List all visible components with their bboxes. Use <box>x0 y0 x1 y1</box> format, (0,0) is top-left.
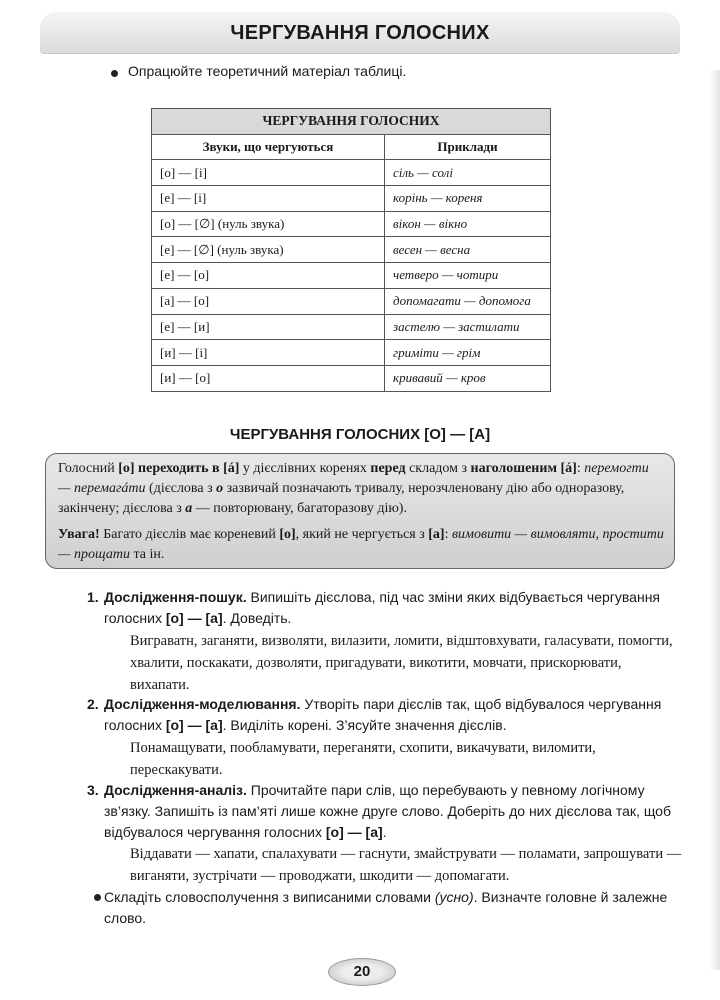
table-cell-sounds: [е] — [и] <box>152 314 385 340</box>
task-title: Дослідження-пошук. <box>104 589 247 605</box>
intro-instruction: Опрацюйте теоретичний матеріал таблиці. <box>128 63 407 79</box>
final-instruction: Складіть словосполучення з виписаними словами (усно). Визначте головне й залежне слово. <box>104 889 668 926</box>
table-cell-example: четверо — чотири <box>385 263 551 289</box>
table-row <box>152 288 551 314</box>
rule-paragraph: Голосний [о] переходить в [á] у дієслівних коренях перед складом з наголошеним [á]: перемогти — перемагáти (дієслова з о зазвичай позначають тривалу, нерозчленовану дію або одноразову, закінчену; дієслова з а — повторювану, багаторазову дію). <box>58 461 649 516</box>
table-cell-sounds: [о] — [і] <box>152 160 385 186</box>
bullet-icon <box>94 894 101 901</box>
table-cell-sounds: [о] — [∅] (нуль звука) <box>152 211 385 237</box>
table-cell-example: весен — весна <box>385 237 551 263</box>
table-row <box>152 186 551 212</box>
table-cell-example: корінь — кореня <box>385 186 551 212</box>
table-row <box>152 314 551 340</box>
task-number: 1. <box>87 589 99 605</box>
table-cell-example: кривавий — кров <box>385 365 551 391</box>
task-2-words: Понамащувати, пообламувати, переганяти, схопити, викачувати, виломити, перескакувати. <box>130 740 596 778</box>
table-cell-sounds: [е] — [∅] (нуль звука) <box>152 237 385 263</box>
table-header-examples: Приклади <box>385 134 551 160</box>
task-1-instruction: 1. Дослідження-пошук. Випишіть дієслова, під час зміни яких відбувається чергування голосних [о] — [а]. Доведіть. <box>87 589 661 626</box>
task-3-words: Віддавати — хапати, спалахувати — гаснути, змайструвати — поламати, запрошувати — виганяти, зустрічати — проводжати, шкодити — допомагати. <box>130 846 682 884</box>
bullet-icon <box>111 70 118 77</box>
table-cell-sounds: [и] — [о] <box>152 365 385 391</box>
page-title: ЧЕРГУВАННЯ ГОЛОСНИХ <box>230 22 490 44</box>
table-row <box>152 160 551 186</box>
table-row <box>152 263 551 289</box>
table-row <box>152 365 551 391</box>
table-header-sounds: Звуки, що чергуються <box>152 134 385 160</box>
section-heading: ЧЕРГУВАННЯ ГОЛОСНИХ [О] — [А] <box>229 426 491 443</box>
table-cell-sounds: [и] — [і] <box>152 340 385 366</box>
rule-box <box>45 453 675 569</box>
table-caption: ЧЕРГУВАННЯ ГОЛОСНИХ <box>152 109 551 135</box>
table-cell-example: допомагати — допомога <box>385 288 551 314</box>
task-number: 2. <box>87 696 99 712</box>
alternation-table <box>151 108 551 392</box>
table-cell-sounds: [е] — [о] <box>152 263 385 289</box>
table-cell-sounds: [а] — [о] <box>152 288 385 314</box>
task-2-instruction: 2. Дослідження-моделювання. Утворіть пари дієслів так, щоб відбувалося чергування голосних [о] — [а]. Виділіть корені. З’ясуйте значення дієслів. <box>87 696 662 733</box>
page-number: 20 <box>328 958 396 986</box>
table-cell-sounds: [е] — [і] <box>152 186 385 212</box>
attention-label: Увага! <box>58 527 100 542</box>
task-title: Дослідження-аналіз. <box>104 782 247 798</box>
table-cell-example: застелю — застилати <box>385 314 551 340</box>
table-cell-example: гриміти — грім <box>385 340 551 366</box>
table-cell-example: вікон — вікно <box>385 211 551 237</box>
task-1-words: Виграватн, заганяти, визволяти, вилазити, ломити, відштовхувати, галасувати, помогти, хвалити, поскакати, дозволяти, пригадувати, викотити, мовчати, прискорювати, вихапати. <box>130 633 673 693</box>
table-row <box>152 211 551 237</box>
table-row <box>152 237 551 263</box>
table-cell-example: сіль — солі <box>385 160 551 186</box>
task-title: Дослідження-моделювання. <box>104 696 301 712</box>
table-row <box>152 340 551 366</box>
page-edge-shadow <box>710 70 720 970</box>
task-3-instruction: 3. Дослідження-аналіз. Прочитайте пари слів, що перебувають у певному логічному зв’язку. Запишіть із пам’яті лише кожне друге слово. Доберіть до них дієслова так, щоб відбувалося чергування голосних [о] — [а]. <box>87 782 671 840</box>
attention-paragraph: Увага! Багато дієслів має кореневий [о], який не чергується з [а]: вимовити — вимовляти, простити — прощати та ін. <box>58 527 664 562</box>
task-number: 3. <box>87 782 99 798</box>
